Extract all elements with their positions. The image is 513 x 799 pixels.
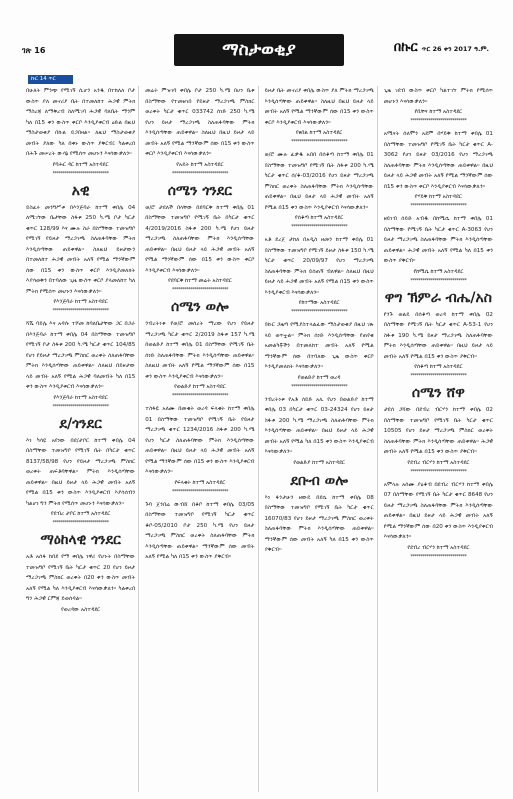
notice bbox=[26, 416, 135, 527]
notice-body: ተስፋዬ አለሙ በመቄት ወረዳ ፍላቂት ከተማ ቀበሌ 01 በስማቸው ተመዝግቦ የሚገኝ ቤት የይዞታ ማረጋገጫ ቁጥር 1234/2016 ስፋቱ 200 ካ.ሜ የሆነ ካርታ ስለጠፋባቸው ምትክ እንዲሰጣቸው ጠይቀዋል። በዚህ ይዞታ ላይ ሕጋዊ መብት አለኝ የሚል ማንኛውም ሰው በ15 ቀን ውስጥ እንዲያቀርብ እናሳውቃለን። bbox=[145, 406, 255, 475]
notice-body: መሬት ምዝገባ ቀበሌ ቦታ 250 ካ.ሜ በሆነ ቤቱ በስማቸው የተመዘገበ የይዞታ ማረጋገጫ ምስክር ወረቀት ካርታ ቁጥር 033742 ሰነድ 250 ካ.ሜ የሆነ ይዞታ ማረጋገጫ ስለጠፋባቸው ምትክ እንዲሰጣቸው ጠይቀዋል። ስለዚህ በዚህ ይዞታ ላይ መብት አለኝ የሚል ማንኛውም ሰው በ15 ቀን ውስጥ ቀርቦ እንዲያቀርብ እናሳውቃለን። bbox=[145, 88, 255, 157]
notice-signature: የአዴት ከተማ አስተዳደር bbox=[176, 161, 224, 168]
notice-title: ማዕከላዊ ጎንደር bbox=[40, 532, 121, 548]
notice bbox=[384, 290, 493, 380]
notice-body: በኩር ጋዜጣ የሚያስተላልፈው ማስታወቂያ በዚህ ገጽ ላይ ወጥቷል። ምትክ ሰነድ እንዲሰጣቸው የጠየቁ አመልካቾችን በተመለከተ መብት አለኝ የሚል ማንኛውም ሰው በተባለው ጊዜ ውስጥ ቀርቦ እንዲያመለክት እናሳውቃለን። bbox=[264, 322, 374, 370]
notice bbox=[265, 320, 374, 390]
notice-body: ጉባ ጀንበሬ ውብሸ በቆቦ ከተማ ቀበሌ 03/05 በስማቸው ተመዝግቦ የሚገኝ ካርታ ቁጥር ቆቦ-05/2010 ቦታ 250 ካ.ሜ የሆነ ይዞታ ማረጋገጫ ምስክር ወረቀት ስለጠፋባቸው ምትክ እንዲሰጣቸው ጠይቀዋል። ማንኛውም ሰው መብት አለኝ የሚል ካለ በ15 ቀን ውስጥ ያቅርብ። bbox=[145, 501, 255, 560]
notice-signature: የሃይቅ ከተማ አስተዳደር bbox=[414, 194, 462, 200]
notice-title: ደ/ጎንደር bbox=[59, 415, 102, 432]
notice-signature: የባሕር ዳር ከተማ አስተዳደር bbox=[52, 161, 109, 168]
paper-name: በኩር bbox=[393, 40, 418, 55]
notice bbox=[384, 385, 493, 475]
issue-date: ጥር 26 ቀን 2017 ዓ.ም. bbox=[421, 45, 489, 53]
notice bbox=[145, 299, 254, 399]
notice-body: ንብረትነቱ የአቶ ሰይድ አሊ የሆነ በወልድያ ከተማ ቀበሌ 03 በካርታ ቁጥር 03-24324 የሆነ ይዞታ ስፋቱ 200 ካ.ሜ ማረጋገጫ ስለጠፋባቸው ምትክ እንዲሰጣቸው ጠይቀዋል። በዚህ ይዞታ ላይ ሕጋዊ መብት አለኝ የሚል ካለ በ15 ቀን ውስጥ እንዲያቀርብ እናሳውቃለን። bbox=[264, 396, 374, 455]
notice-title: ሰሜን ወሎ bbox=[171, 299, 229, 315]
notice bbox=[384, 214, 493, 284]
notice-body: ወ/ሮ ሙሉ ፈቃዱ አበበ በሰቆጣ ከተማ ቀበሌ 01 በስማቸው ተመዝግቦ የሚገኝ ቤት ስፋቱ 200 ካ.ሜ ካርታ ቁጥር ሰ/ቆ-03/2016 የሆነ ይዞታ ማረጋገጫ ምስክር ወረቀት ስለጠፋባቸው ምትክ እንዲሰጣቸው ጠይቀዋል። በዚህ ይዞታ ላይ ሕጋዊ መብት አለኝ የሚል በ15 ቀን ውስጥ እንዲያቀርብ እናሳውቃለን። bbox=[264, 152, 374, 211]
notice-separator: **************************** bbox=[410, 277, 467, 284]
notice-signature: የወልድያ ከተማ አስተዳደር bbox=[174, 384, 226, 390]
notice-body: አቶ አሰፋ ከበደ የማ ቀበሌ ነዋሪ የሆኑት በስማቸው ተመዝግቦ የሚገኝ ቤት ካርታ ቁጥር 20 የሆነ ይዞታ ማረጋገጫ ምስክር ወረቀት በ20 ቀን ውስጥ መብት አለኝ የሚል ካለ እንዲያቀርብ እናሳውቃለን። ካልቀረበ ግን ሕጋዊ ርምጃ ይወሰዳል። bbox=[26, 554, 136, 602]
notice bbox=[265, 235, 374, 315]
notice bbox=[145, 500, 254, 563]
notice-separator: **************************** bbox=[171, 488, 228, 495]
notice-separator: **************************** bbox=[291, 139, 348, 145]
notice-signature: የደብረ ታቦር ከተማ አስተዳደር bbox=[51, 511, 111, 517]
notice-separator: **************************** bbox=[171, 287, 228, 293]
notice-signature: የእንጅባራ ከተማ አስተዳደር bbox=[53, 394, 108, 401]
notice-separator: **************************** bbox=[52, 403, 109, 410]
page-number: ገጽ 16 bbox=[22, 46, 46, 55]
notice-separator: **************************** bbox=[410, 468, 467, 475]
notice-separator: **************************** bbox=[410, 553, 467, 560]
notice-body: አሞላሉ አሰሙ ያዕቆብ በደብረ ብርሃን ከተማ ቀበሌ 07 በስማቸው የሚገኝ ቤት ካርታ ቁጥር 8648 የሆነ ይዞታ ማረጋገጫ ስለጠፋባቸው ምትክ እንዲሰጣቸው ጠይቀዋል። በዚህ ይዞታ ላይ ሕጋዊ መብት አለኝ የሚል ማንኛውም ሰው በ20 ቀን ውስጥ እንዲያቀርብ እናሳውቃለን። bbox=[383, 481, 493, 540]
notice-body: ይስፈሩ መንግሥቱ በእንጅባራ ከተማ ቀበሌ 04 ለሚገኘው ቤታቸው ስፋቱ 250 ካ.ሜ ቦታ ካርታ ቁጥር 128/99 እና ሙሉ ስራ በስማቸው ተመዝግቦ የሚገኝ የይዞታ ማረጋገጫ ስለጠፋባቸው ምትክ እንዲሰጣቸው ጠይቀዋል። ስለዚህ ይዞታውን በተመለከተ ሕጋዊ መብት አለኝ የሚል ማንኛውም ሰው በ15 ቀን ውስጥ ቀርቦ እንዲያመለክት እያሳወቅን በተባለው ጊዜ ውስጥ ቀርቦ ያላመለከተ ካለ ምትክ የሚሰጥ መሆኑን እናሳውቃለን። bbox=[26, 204, 136, 295]
column-4 bbox=[384, 86, 496, 792]
notice-title: አዊ bbox=[71, 182, 90, 199]
notice-body: ጊዜ ገደብ ውስጥ ቀርቦ ካልተገኘ ምትክ የሚሰጥ መሆኑን እናሳውቃለን። bbox=[383, 88, 493, 105]
notice-signature: የፍላቂት ከተማ አስተዳደር bbox=[174, 479, 226, 486]
notice-signature: የእንጅባራ ከተማ አስተዳደር bbox=[53, 299, 108, 305]
notice-body: አቶ ደረጀ ታከለ በአዲስ ዘመን ከተማ ቀበሌ 01 በስማቸው ተመዝግቦ የሚገኝ ይዞታ ስፋቱ 150 ካ.ሜ ካርታ ቁጥር 20/09/97 የሆነ ማረጋገጫ ስለጠፋባቸው ምትክ ይሰጠኝ ብለዋል። ስለዚህ በዚህ ይዞታ ላይ ሕጋዊ መብት አለኝ የሚል በ15 ቀን ውስጥ እንዲያቀርብ እናሳውቃለን። bbox=[264, 237, 374, 296]
notice-separator: **************************** bbox=[171, 393, 228, 399]
notice-separator: **************************** bbox=[171, 170, 228, 177]
notice-signature: የደብረ ብርሃን ከተማ አስተዳደር bbox=[407, 544, 470, 551]
notice bbox=[265, 150, 374, 230]
notice-separator: **************************** bbox=[410, 203, 467, 209]
notice bbox=[145, 183, 254, 294]
notice-title: ደቡብ ወሎ bbox=[290, 472, 348, 489]
notice-signature: የሰቆጣ ከተማ አስተዳደር bbox=[295, 215, 344, 221]
notice-body: ዘይነብ ሰይድ አብዱ በከሚሴ ከተማ ቀበሌ 01 በስማቸው የሚገኝ ቤት ካርታ ቁጥር A-3063 የሆነ ይዞታ ማረጋገጫ ስለጠፋባቸው ምትክ እንዲሰጣቸው ጠይቀዋል። ሕጋዊ መብት አለኝ የሚል ካለ በ15 ቀን ውስጥ ያቅርብ። bbox=[383, 216, 493, 264]
notice-separator: **************************** bbox=[291, 309, 348, 315]
notice-separator: **************************** bbox=[410, 373, 467, 379]
notice-signature: የከሚሴ ከተማ አስተዳደር bbox=[413, 268, 464, 275]
column-3 bbox=[265, 86, 378, 792]
notice-signature: የወረዳው አስተዳደር bbox=[61, 606, 101, 613]
notice-separator: **************************** bbox=[52, 308, 109, 314]
notice-signature: የከተማው አስተዳደር bbox=[298, 300, 340, 306]
notice-body: አሚናት ሰለሞን አደም በሃይቅ ከተማ ቀበሌ 01 በስማቸው ተመዝግቦ የሚገኝ ቤት ካርታ ቁጥር A-3062 የሆነ ይዞታ 03/2016 የሆነ ማረጋገጫ ስለጠፋባቸው ምትክ እንዲሰጣቸው ጠይቀዋል። በዚህ ይዞታ ላይ ሕጋዊ መብት አለኝ የሚል ማንኛውም ሰው በ15 ቀን ውስጥ ቀርቦ እንዲያቀርብ እናሳውቃለን። bbox=[383, 131, 493, 190]
notice bbox=[384, 86, 493, 124]
notice-title: ሰሜን ጎንደር bbox=[167, 182, 233, 199]
notice bbox=[384, 480, 493, 560]
notice-signature: የፀበል ከተማ አስተዳደር bbox=[295, 130, 343, 136]
notice-title: ዋግ ኽምራ ብሔ/አስ bbox=[384, 289, 492, 306]
notice-separator: **************************** bbox=[410, 118, 467, 124]
notice-separator: **************************** bbox=[52, 170, 109, 177]
notice-body: በሁለት ምንጭ የሚገኝ ሲሆን አንዱ በተከለለ ቦታ ውስጥ ያለ መኖሪያ ቤት በተመለከተ ሕጋዊ ምትክ ማስረጃ ለማቅረብ ስለሚገባ ሕጋዊ ባለቤት ማንም ካለ በ15 ቀን ውስጥ ቀርቦ እንዲያቀርብ ዕድል በዚህ ማስታወቂያ በኩል ይጋበዛል። ለዚህ ማስታወቂያ መብት ያለው ካለ በቀኑ ውስጥ ያቅርብ፤ ካልቀረበ በሕጉ መሠረት ውሳኔ የሚሰጥ መሆኑን እናሳውቃለን። bbox=[26, 88, 136, 157]
notice-signature: የሰቆጣ ከተማ አስተዳደር bbox=[414, 364, 463, 370]
notice-title: ሰሜን ሸዋ bbox=[411, 385, 465, 401]
notice-signature: የቢቸና ከተማ አስተዳደር bbox=[414, 109, 463, 115]
notice-body: ይዞታ ቤት መኖሪያ ቀበሌ ውስጥ ያለ ምትክ ማረጋገጫ እንዲሰጣቸው ጠይቀዋል። ስለዚህ በዚህ ይዞታ ላይ መብት አለኝ የሚል ማንኛውም ሰው በ15 ቀን ውስጥ ቀርቦ እንዲያቀርብ እናሳውቃለን። bbox=[264, 88, 374, 126]
notice bbox=[265, 473, 374, 556]
section-banner: ማስታወቂያ bbox=[174, 34, 344, 66]
notice-separator: **************************** bbox=[291, 224, 348, 230]
notice bbox=[26, 183, 135, 315]
notice-body: ወ/ሮ ታደለች በላቸው በደባርቅ ከተማ ቀበሌ 01 በስማቸው ተመዝግቦ የሚገኝ ቤት በካርታ ቁጥር 4/2019/2016 ስፋቱ 200 ካ.ሜ የሆነ ይዞታ ማረጋገጫ ስለጠፋባቸው ምትክ እንዲሰጣቸው ጠይቀዋል። በዚህ ይዞታ ላይ ሕጋዊ መብት አለኝ የሚል ማንኛውም ሰው በ15 ቀን ውስጥ ቀርቦ እንዲያቀርብ እናሳውቃለን። bbox=[145, 204, 255, 274]
notice-signature: የወልድያ ከተማ አስተዳደር bbox=[293, 459, 345, 466]
notice bbox=[26, 532, 135, 614]
notice-columns bbox=[26, 86, 496, 792]
notice-separator: **************************** bbox=[52, 520, 109, 526]
masthead bbox=[394, 40, 489, 55]
section-tag: ኩር 14 ጥር bbox=[28, 75, 73, 84]
notice-body: የንጉ ወልዴ በሰቆጣ ወረዳ ከተማ ቀበሌ 02 በስማቸው የሚገኝ ቤት ካርታ ቁጥር A-53-1 የሆነ ስፋቱ 190 ካ.ሜ ይዞታ ማረጋገጫ ስለጠፋባቸው ምትክ እንዲሰጣቸው ጠይቀዋል። በዚህ ይዞታ ላይ መብት አለኝ የሚል በ15 ቀን ውስጥ ያቅርብ። bbox=[383, 311, 493, 360]
notice-body: ሻሼ ባይሌ እና አዳሱ ተሾመ ከባለቤታቸው ጋር በጋራ በእንጅባራ ከተማ ቀበሌ 04 በስማቸው ተመዝግቦ የሚገኝ ቦታ ስፋቱ 200 ካ.ሜ ካርታ ቁጥር 104/85 የሆነ የይዞታ ማረጋገጫ ምስክር ወረቀት ስለጠፋባቸው ምትክ እንዲሰጣቸው ጠይቀዋል። ስለዚህ በይዞታው ላይ መብት አለኝ የሚል ሕጋዊ ባለመብት ካለ በ15 ቀን ውስጥ እንዲያቀርብ እናሳውቃለን። bbox=[26, 321, 136, 390]
notice-signature: የወልድያ ከተማ ወረዳ bbox=[297, 374, 341, 381]
column-1 bbox=[26, 86, 139, 792]
notice-body: እነ ፋንታሁን ዘውዴ በደሴ ከተማ ቀበሌ 08 በስማቸው ተመዝግቦ የሚገኝ ቤት ካርታ ቁጥር 16070/83 የሆነ ይዞታ ማረጋገጫ ምስክር ወረቀት ስለጠፋባቸው ምትክ እንዲሰጣቸው ጠይቀዋል። ማንኛውም ሰው መብት አለኝ ካለ በ15 ቀን ውስጥ ያቅርብ። bbox=[264, 494, 374, 553]
notice-signature: የደብረ ብርሃን ከተማ አስተዳደር bbox=[407, 459, 470, 466]
notice-body: ንብረትነቱ የወ/ሮ መሰረት ማረው የሆነ የይዞታ ማረጋገጫ ካርታ ቁጥር 2/2019 ስፋቱ 157 ካ.ሜ በወልድያ ከተማ ቀበሌ 01 በስማቸው የሚገኝ ቤት ሰነድ ስለጠፋባቸው ምትክ እንዲሰጣቸው ጠይቀዋል። ስለዚህ መብት አለኝ የሚል ማንኛውም ሰው በ15 ቀን ውስጥ እንዲያቀርብ እናሳውቃለን። bbox=[145, 321, 255, 380]
notice bbox=[26, 319, 135, 410]
notice bbox=[265, 395, 374, 467]
notice bbox=[145, 404, 254, 495]
notice bbox=[26, 86, 135, 177]
notice-separator: **************************** bbox=[291, 383, 348, 390]
notice-body: እነ ካሳዬ አየነው በደ/ታቦር ከተማ ቀበሌ 04 በስማቸው ተመዝግቦ የሚገኝ ቤት በካርታ ቁጥር 8137/58/98 የሆነ የይዞታ ማረጋገጫ ምስክር ወረቀት ጠፍቶባቸዋል። ምትክ እንዲሰጣቸው ጠይቀዋል። በዚህ ይዞታ ላይ ሕጋዊ መብት አለኝ የሚል በ15 ቀን ውስጥ እንዲያቀርብ እያሳሰብን ካልሆነ ግን ምትክ የሚሰጥ መሆኑን እናሳውቃለን። bbox=[26, 437, 136, 507]
column-2 bbox=[145, 86, 258, 792]
notice bbox=[384, 129, 493, 209]
page-header bbox=[12, 32, 503, 68]
notice bbox=[265, 86, 374, 145]
notice-body: ታደሰ ጋሻው በደብረ ብርሃን ከተማ ቀበሌ 02 በስማቸው ተመዝግቦ የሚገኝ ቤት ካርታ ቁጥር 10505 የሆነ ይዞታ ማረጋገጫ ምስክር ወረቀት ስለጠፋባቸው ምትክ እንዲሰጣቸው ጠይቀዋል። ሕጋዊ መብት አለኝ የሚል በ15 ቀን ውስጥ ያቅርብ። bbox=[383, 407, 493, 455]
notice-signature: የደባርቅ ከተማ መሬት አስተዳደር bbox=[168, 278, 232, 284]
notice bbox=[145, 86, 254, 177]
